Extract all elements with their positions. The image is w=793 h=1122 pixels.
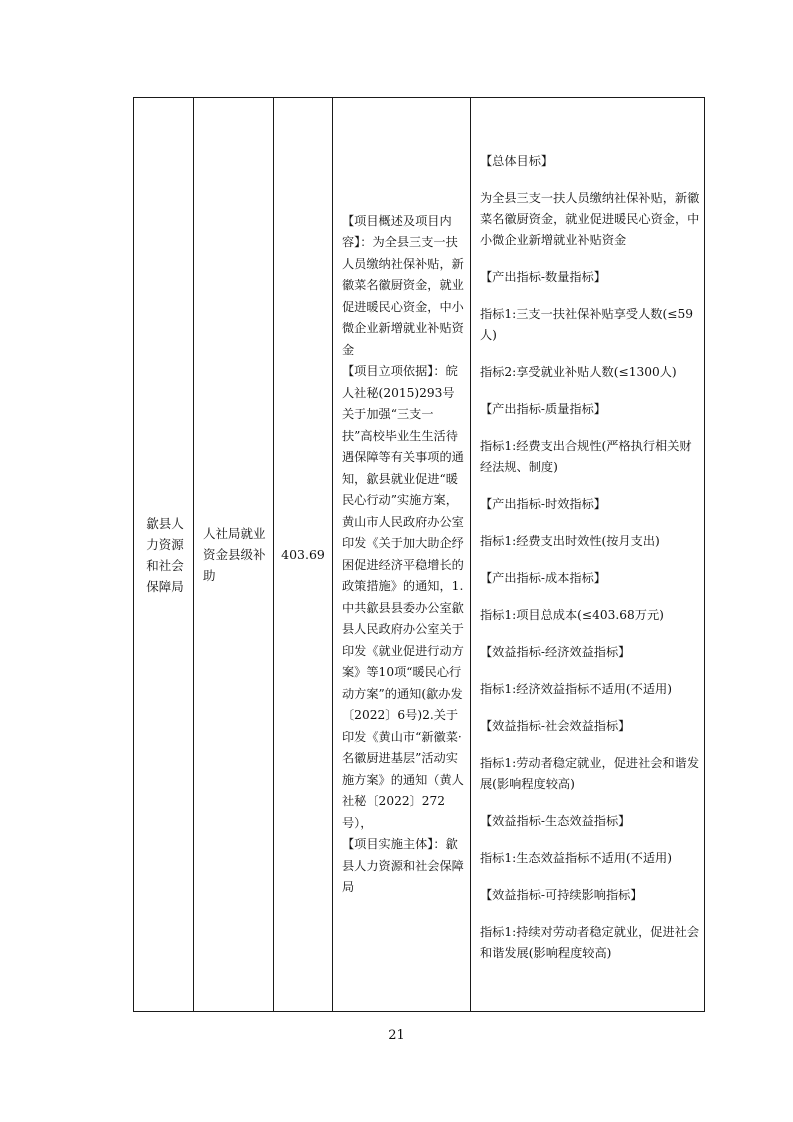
- indicator-heading: 【总体目标】: [480, 154, 554, 168]
- performance-indicators: [471, 145, 704, 964]
- indicator-text: 为全县三支一扶人员缴纳社保补贴，新徽菜名徽厨资金，就业促进暖民心资金，中小微企业新增就业补贴资金: [480, 191, 700, 247]
- performance-indicators-cell: [471, 98, 705, 1012]
- indicator-heading: 【产出指标-时效指标】: [480, 497, 606, 511]
- amount-cell: [274, 98, 333, 1012]
- indicator-text: 指标1:经费支出合规性(严格执行相关财经法规、制度): [480, 439, 692, 474]
- project-name: 人社局就业资金县级补助: [203, 526, 266, 583]
- indicator-text: 指标1:持续对劳动者稳定就业，促进社会和谐发展(影响程度较高): [480, 925, 700, 960]
- project-description-cell: [333, 98, 471, 1012]
- indicator-text: 指标1:劳动者稳定就业，促进社会和谐发展(影响程度较高): [480, 756, 700, 791]
- department-name: 歙县人力资源和社会保障局: [146, 515, 184, 594]
- indicator-heading: 【效益指标-经济效益指标】: [480, 645, 631, 659]
- table-row: [134, 98, 705, 1012]
- indicator-text: 指标1:经济效益指标不适用(不适用): [480, 682, 672, 696]
- project-description: [333, 211, 470, 899]
- department-cell: [134, 98, 194, 1012]
- indicator-text: 指标1:三支一扶社保补贴享受人数(≤59人): [480, 307, 693, 342]
- indicator-heading: 【效益指标-生态效益指标】: [480, 814, 631, 828]
- indicator-text: 指标2:享受就业补贴人数(≤1300人): [480, 365, 677, 379]
- indicator-text: 指标1:生态效益指标不适用(不适用): [480, 851, 672, 865]
- indicator-heading: 【效益指标-可持续影响指标】: [480, 888, 643, 902]
- indicator-heading: 【产出指标-数量指标】: [480, 270, 606, 284]
- indicator-heading: 【效益指标-社会效益指标】: [480, 719, 631, 733]
- description-overview: 【项目概述及项目内容】：为全县三支一扶人员缴纳社保补贴，新徽菜名徽厨资金，就业促进暖民心资金，中小微企业新增就业补贴资金: [342, 213, 464, 357]
- description-basis: 【项目立项依据】：皖人社秘(2015)293号关于加强“三支一扶”高校毕业生生活待遇保障等有关事项的通知，歙县就业促进“暖民心行动”实施方案，黄山市人民政府办公室印发《关于加大助企纾困促进经济平稳增长的政策措施》的通知，1.中共歙县县委办公室歙县人民政府办公室关于印发《就业促进行动方案》等10项“暖民心行动方案”的通知(歙办发〔2022〕6号)2.关于印发《黄山市“新徽菜·名徽厨进基层”活动实施方案》的通知（黄人社秘〔2022〕272号），: [342, 364, 464, 830]
- indicator-heading: 【产出指标-质量指标】: [480, 402, 606, 416]
- description-implementer: 【项目实施主体】：歙县人力资源和社会保障局: [342, 837, 464, 894]
- indicator-text: 指标1:项目总成本(≤403.68万元): [480, 608, 664, 622]
- amount-value: 403.69: [281, 547, 325, 562]
- project-name-cell: [194, 98, 274, 1012]
- page-number: 21: [388, 1028, 405, 1043]
- indicator-text: 指标1:经费支出时效性(按月支出): [480, 534, 660, 548]
- budget-table: [133, 97, 705, 1012]
- indicator-heading: 【产出指标-成本指标】: [480, 571, 606, 585]
